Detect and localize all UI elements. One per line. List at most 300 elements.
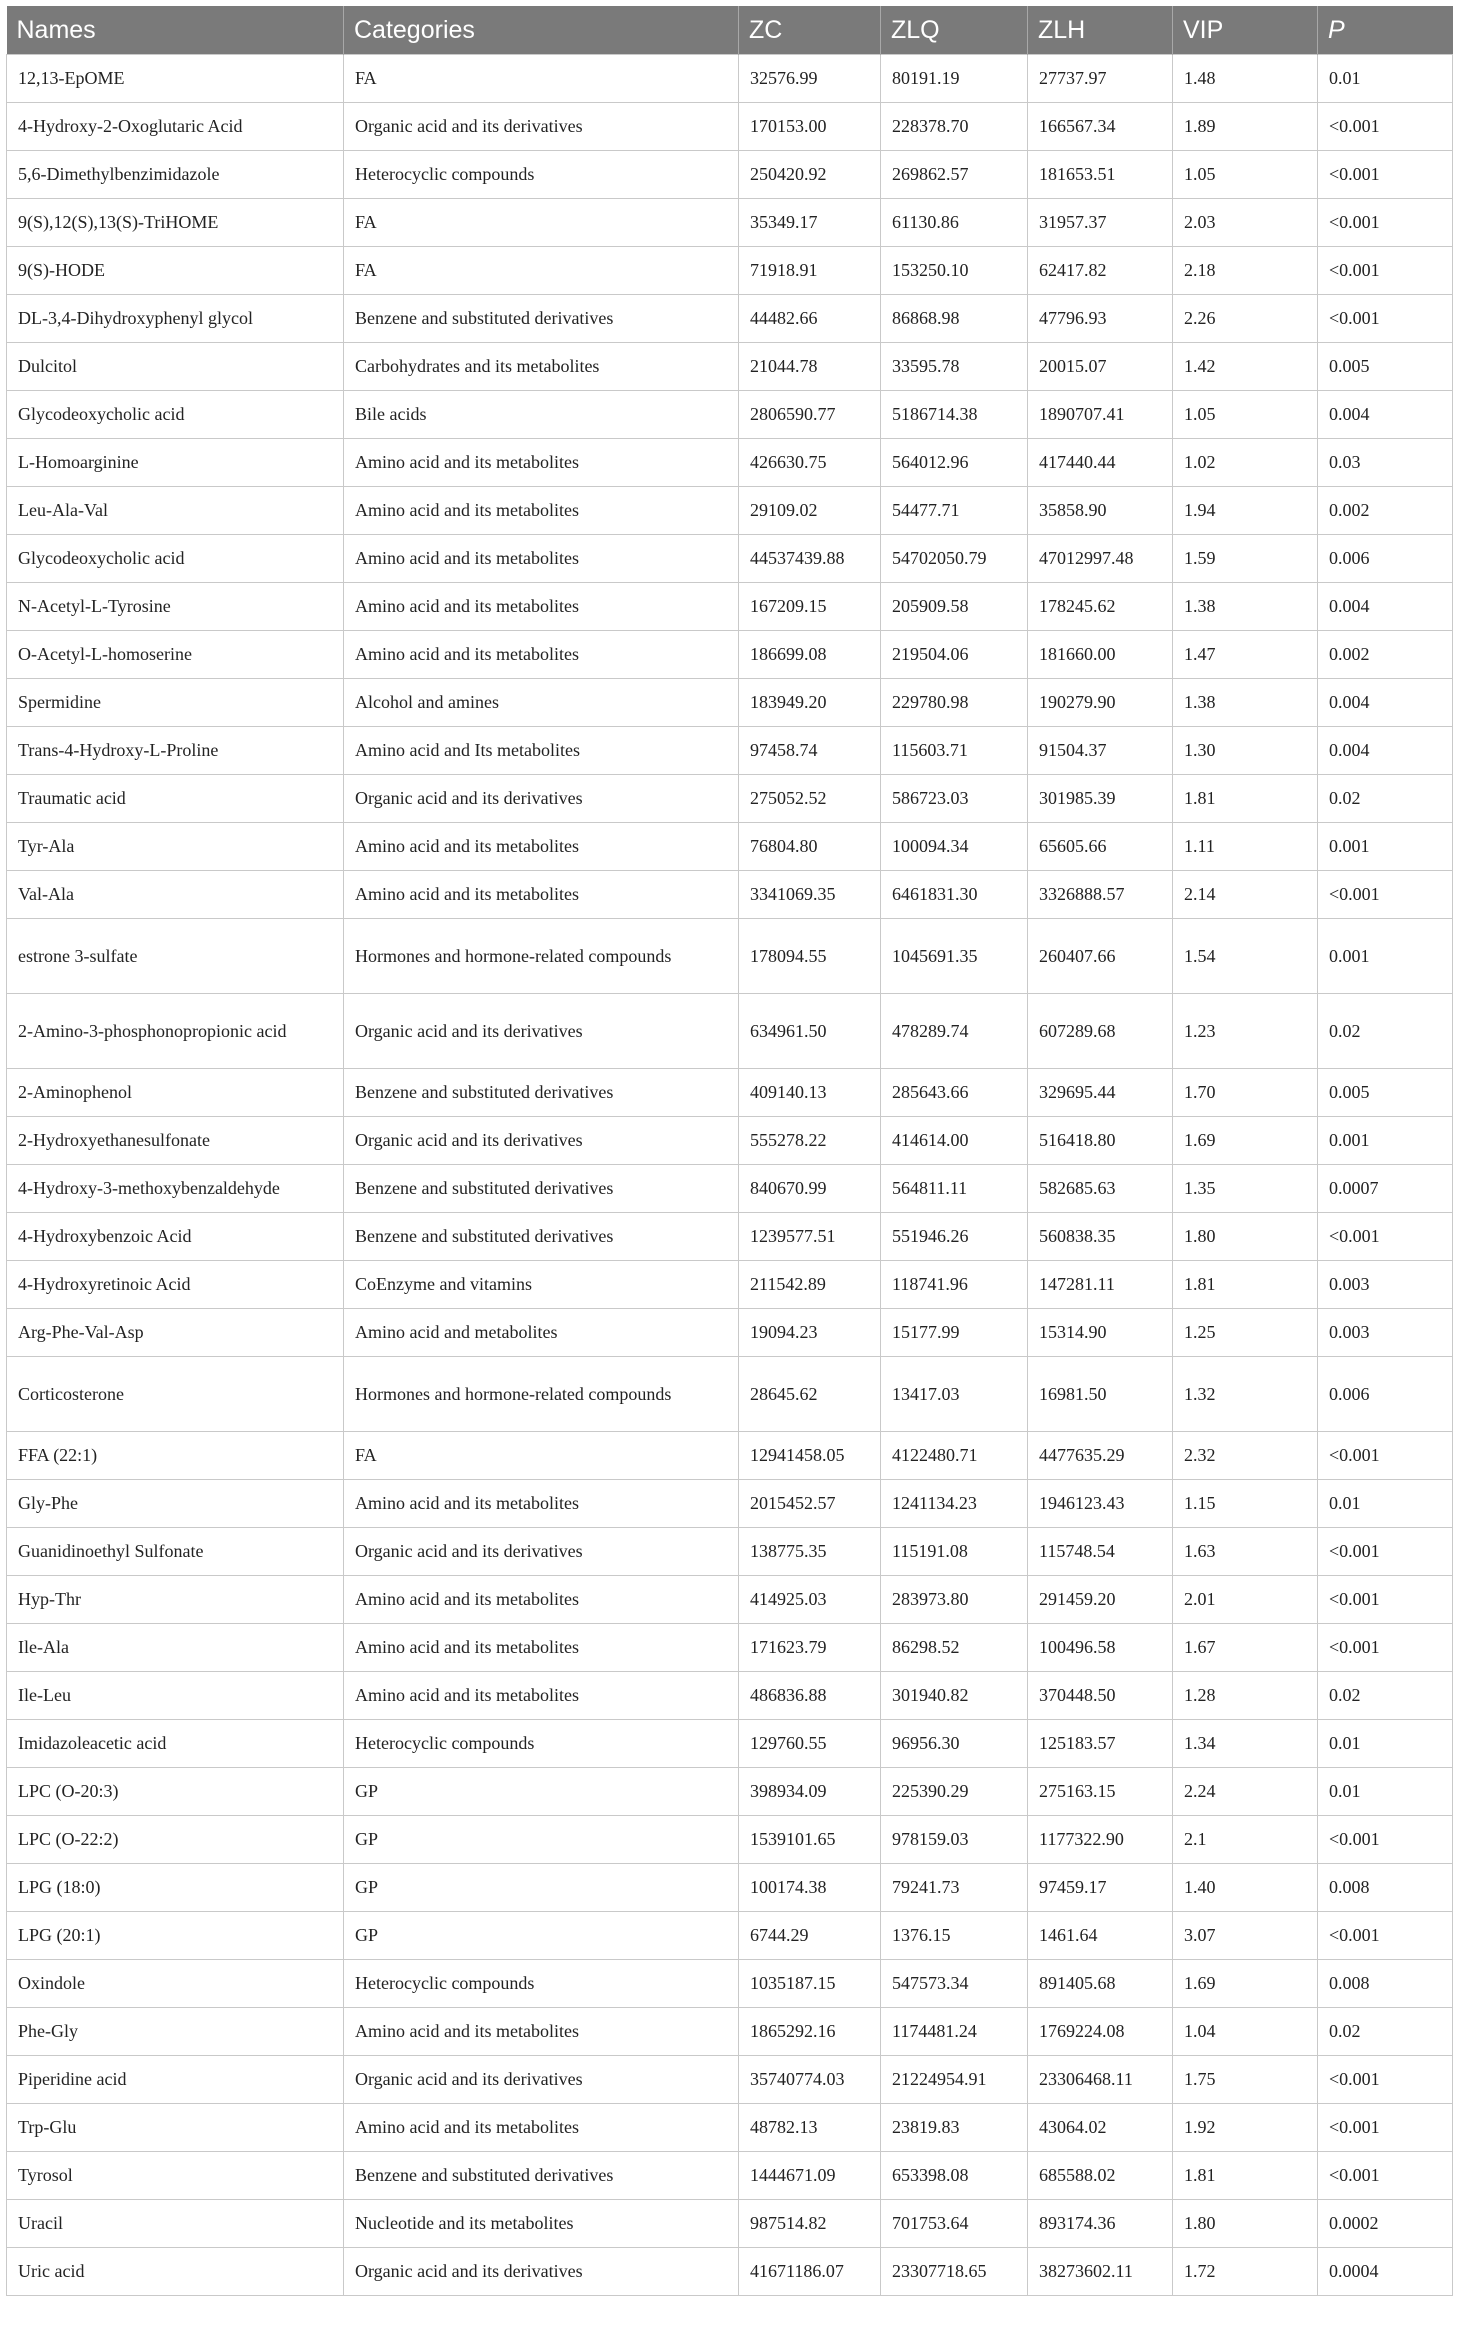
cell-zlq: 33595.78 [881, 343, 1028, 391]
cell-vip: 1.80 [1173, 1213, 1318, 1261]
cell-name: Traumatic acid [7, 775, 344, 823]
cell-zc: 12941458.05 [739, 1432, 881, 1480]
cell-zc: 28645.62 [739, 1357, 881, 1432]
cell-vip: 1.63 [1173, 1528, 1318, 1576]
cell-category: GP [344, 1816, 739, 1864]
cell-vip: 1.30 [1173, 727, 1318, 775]
cell-p-value: 0.006 [1318, 1357, 1453, 1432]
cell-p-value: <0.001 [1318, 295, 1453, 343]
cell-category: Benzene and substituted derivatives [344, 1213, 739, 1261]
cell-category: Amino acid and its metabolites [344, 487, 739, 535]
cell-zlh: 4477635.29 [1028, 1432, 1173, 1480]
cell-zlh: 23306468.11 [1028, 2056, 1173, 2104]
header-zc: ZC [739, 6, 881, 55]
cell-vip: 1.02 [1173, 439, 1318, 487]
cell-name: 12,13-EpOME [7, 55, 344, 103]
cell-p-value: <0.001 [1318, 1432, 1453, 1480]
cell-zc: 100174.38 [739, 1864, 881, 1912]
cell-zc: 414925.03 [739, 1576, 881, 1624]
cell-p-value: <0.001 [1318, 151, 1453, 199]
cell-zlh: 47796.93 [1028, 295, 1173, 343]
cell-vip: 1.05 [1173, 151, 1318, 199]
table-row [7, 823, 1453, 871]
cell-p-value: <0.001 [1318, 199, 1453, 247]
cell-category: Amino acid and its metabolites [344, 823, 739, 871]
cell-zlq: 269862.57 [881, 151, 1028, 199]
cell-p-value: 0.01 [1318, 55, 1453, 103]
cell-zlh: 891405.68 [1028, 1960, 1173, 2008]
cell-vip: 1.48 [1173, 55, 1318, 103]
cell-name: 5,6-Dimethylbenzimidazole [7, 151, 344, 199]
cell-zlh: 1890707.41 [1028, 391, 1173, 439]
cell-zlh: 62417.82 [1028, 247, 1173, 295]
cell-name: L-Homoarginine [7, 439, 344, 487]
cell-zlq: 564811.11 [881, 1165, 1028, 1213]
cell-name: Trans-4-Hydroxy-L-Proline [7, 727, 344, 775]
cell-category: Heterocyclic compounds [344, 1960, 739, 2008]
table-row [7, 1528, 1453, 1576]
cell-zc: 138775.35 [739, 1528, 881, 1576]
cell-vip: 1.94 [1173, 487, 1318, 535]
table-row [7, 1117, 1453, 1165]
cell-zlh: 893174.36 [1028, 2200, 1173, 2248]
cell-name: Imidazoleacetic acid [7, 1720, 344, 1768]
cell-zlq: 1174481.24 [881, 2008, 1028, 2056]
cell-name: 2-Hydroxyethanesulfonate [7, 1117, 344, 1165]
cell-zc: 2806590.77 [739, 391, 881, 439]
cell-category: Benzene and substituted derivatives [344, 2152, 739, 2200]
cell-zlh: 1946123.43 [1028, 1480, 1173, 1528]
cell-zc: 409140.13 [739, 1069, 881, 1117]
cell-zlh: 685588.02 [1028, 2152, 1173, 2200]
cell-zc: 1444671.09 [739, 2152, 881, 2200]
cell-name: 4-Hydroxy-3-methoxybenzaldehyde [7, 1165, 344, 1213]
cell-zlq: 228378.70 [881, 103, 1028, 151]
cell-name: Trp-Glu [7, 2104, 344, 2152]
cell-category: Nucleotide and its metabolites [344, 2200, 739, 2248]
table-row [7, 2056, 1453, 2104]
cell-category: Carbohydrates and its metabolites [344, 343, 739, 391]
cell-zlh: 91504.37 [1028, 727, 1173, 775]
cell-vip: 1.92 [1173, 2104, 1318, 2152]
table-row [7, 391, 1453, 439]
cell-zlh: 181660.00 [1028, 631, 1173, 679]
table-row [7, 1357, 1453, 1432]
cell-category: Bile acids [344, 391, 739, 439]
cell-zc: 44482.66 [739, 295, 881, 343]
cell-zlh: 100496.58 [1028, 1624, 1173, 1672]
cell-name: Tyrosol [7, 2152, 344, 2200]
cell-name: Tyr-Ala [7, 823, 344, 871]
cell-name: 9(S)-HODE [7, 247, 344, 295]
cell-p-value: <0.001 [1318, 2104, 1453, 2152]
table-row [7, 1165, 1453, 1213]
cell-zlh: 190279.90 [1028, 679, 1173, 727]
cell-zlq: 547573.34 [881, 1960, 1028, 2008]
cell-zc: 211542.89 [739, 1261, 881, 1309]
cell-p-value: 0.004 [1318, 583, 1453, 631]
cell-p-value: 0.02 [1318, 994, 1453, 1069]
cell-zlq: 23819.83 [881, 2104, 1028, 2152]
cell-zlq: 13417.03 [881, 1357, 1028, 1432]
cell-zlh: 15314.90 [1028, 1309, 1173, 1357]
cell-p-value: <0.001 [1318, 1816, 1453, 1864]
cell-name: Dulcitol [7, 343, 344, 391]
cell-zlh: 260407.66 [1028, 919, 1173, 994]
table-row [7, 1261, 1453, 1309]
cell-zlq: 285643.66 [881, 1069, 1028, 1117]
table-row [7, 439, 1453, 487]
cell-category: Amino acid and metabolites [344, 1309, 739, 1357]
cell-vip: 2.24 [1173, 1768, 1318, 1816]
cell-category: Amino acid and its metabolites [344, 871, 739, 919]
table-row [7, 151, 1453, 199]
cell-zlq: 80191.19 [881, 55, 1028, 103]
cell-zc: 186699.08 [739, 631, 881, 679]
cell-zlh: 35858.90 [1028, 487, 1173, 535]
cell-p-value: 0.001 [1318, 823, 1453, 871]
table-row [7, 343, 1453, 391]
cell-zc: 29109.02 [739, 487, 881, 535]
cell-zlh: 607289.68 [1028, 994, 1173, 1069]
cell-zlq: 478289.74 [881, 994, 1028, 1069]
cell-zlh: 97459.17 [1028, 1864, 1173, 1912]
table-row [7, 55, 1453, 103]
table-row [7, 1720, 1453, 1768]
cell-zlh: 47012997.48 [1028, 535, 1173, 583]
cell-category: GP [344, 1768, 739, 1816]
cell-zc: 1035187.15 [739, 1960, 881, 2008]
cell-category: Hormones and hormone-related compounds [344, 919, 739, 994]
cell-zlq: 586723.03 [881, 775, 1028, 823]
table-row [7, 295, 1453, 343]
cell-name: Arg-Phe-Val-Asp [7, 1309, 344, 1357]
cell-name: Spermidine [7, 679, 344, 727]
cell-vip: 1.32 [1173, 1357, 1318, 1432]
cell-p-value: 0.002 [1318, 631, 1453, 679]
table-row [7, 2248, 1453, 2296]
table-row [7, 535, 1453, 583]
cell-name: Uracil [7, 2200, 344, 2248]
table-row [7, 1864, 1453, 1912]
cell-p-value: 0.004 [1318, 679, 1453, 727]
cell-p-value: <0.001 [1318, 2056, 1453, 2104]
cell-p-value: 0.003 [1318, 1309, 1453, 1357]
cell-category: FA [344, 199, 739, 247]
cell-zlh: 115748.54 [1028, 1528, 1173, 1576]
header-p-value: P [1318, 6, 1453, 55]
cell-p-value: 0.006 [1318, 535, 1453, 583]
cell-zc: 41671186.07 [739, 2248, 881, 2296]
cell-zlh: 301985.39 [1028, 775, 1173, 823]
cell-p-value: <0.001 [1318, 871, 1453, 919]
cell-zlq: 4122480.71 [881, 1432, 1028, 1480]
table-row [7, 919, 1453, 994]
cell-category: Amino acid and its metabolites [344, 1624, 739, 1672]
cell-category: GP [344, 1912, 739, 1960]
cell-vip: 2.1 [1173, 1816, 1318, 1864]
cell-zc: 3341069.35 [739, 871, 881, 919]
table-row [7, 775, 1453, 823]
cell-name: Ile-Leu [7, 1672, 344, 1720]
cell-category: Amino acid and its metabolites [344, 2104, 739, 2152]
cell-category: FA [344, 55, 739, 103]
cell-zlq: 6461831.30 [881, 871, 1028, 919]
table-row [7, 247, 1453, 295]
cell-zlq: 86868.98 [881, 295, 1028, 343]
cell-zc: 987514.82 [739, 2200, 881, 2248]
cell-vip: 1.23 [1173, 994, 1318, 1069]
cell-zlh: 16981.50 [1028, 1357, 1173, 1432]
cell-category: FA [344, 247, 739, 295]
cell-zlq: 205909.58 [881, 583, 1028, 631]
cell-category: Benzene and substituted derivatives [344, 295, 739, 343]
cell-vip: 1.59 [1173, 535, 1318, 583]
cell-zlh: 1177322.90 [1028, 1816, 1173, 1864]
cell-name: 4-Hydroxyretinoic Acid [7, 1261, 344, 1309]
cell-zc: 486836.88 [739, 1672, 881, 1720]
cell-name: Leu-Ala-Val [7, 487, 344, 535]
cell-p-value: 0.003 [1318, 1261, 1453, 1309]
cell-zlh: 1769224.08 [1028, 2008, 1173, 2056]
cell-name: N-Acetyl-L-Tyrosine [7, 583, 344, 631]
cell-vip: 1.25 [1173, 1309, 1318, 1357]
cell-vip: 1.35 [1173, 1165, 1318, 1213]
cell-zc: 6744.29 [739, 1912, 881, 1960]
cell-category: Amino acid and its metabolites [344, 1480, 739, 1528]
cell-p-value: 0.0004 [1318, 2248, 1453, 2296]
cell-category: Heterocyclic compounds [344, 151, 739, 199]
cell-p-value: 0.01 [1318, 1768, 1453, 1816]
cell-zlq: 115603.71 [881, 727, 1028, 775]
cell-name: Uric acid [7, 2248, 344, 2296]
cell-zlq: 414614.00 [881, 1117, 1028, 1165]
table-row [7, 1213, 1453, 1261]
cell-category: Hormones and hormone-related compounds [344, 1357, 739, 1432]
cell-name: 9(S),12(S),13(S)-TriHOME [7, 199, 344, 247]
cell-vip: 1.69 [1173, 1960, 1318, 2008]
cell-p-value: 0.02 [1318, 2008, 1453, 2056]
cell-name: Corticosterone [7, 1357, 344, 1432]
table-row [7, 1576, 1453, 1624]
cell-vip: 1.15 [1173, 1480, 1318, 1528]
cell-p-value: 0.0002 [1318, 2200, 1453, 2248]
cell-category: GP [344, 1864, 739, 1912]
cell-zlh: 329695.44 [1028, 1069, 1173, 1117]
cell-category: FA [344, 1432, 739, 1480]
cell-zlq: 5186714.38 [881, 391, 1028, 439]
cell-vip: 1.80 [1173, 2200, 1318, 2248]
cell-zlq: 219504.06 [881, 631, 1028, 679]
cell-p-value: <0.001 [1318, 2152, 1453, 2200]
cell-zc: 426630.75 [739, 439, 881, 487]
cell-zlq: 1376.15 [881, 1912, 1028, 1960]
cell-zlh: 65605.66 [1028, 823, 1173, 871]
cell-zlh: 417440.44 [1028, 439, 1173, 487]
cell-vip: 1.89 [1173, 103, 1318, 151]
cell-p-value: 0.0007 [1318, 1165, 1453, 1213]
cell-zlq: 229780.98 [881, 679, 1028, 727]
cell-category: Amino acid and its metabolites [344, 2008, 739, 2056]
table-row [7, 1816, 1453, 1864]
cell-zc: 97458.74 [739, 727, 881, 775]
cell-vip: 1.11 [1173, 823, 1318, 871]
header-row [7, 6, 1453, 55]
metabolite-table [6, 6, 1453, 2296]
cell-p-value: 0.005 [1318, 343, 1453, 391]
cell-vip: 3.07 [1173, 1912, 1318, 1960]
cell-zc: 178094.55 [739, 919, 881, 994]
cell-category: Amino acid and its metabolites [344, 535, 739, 583]
cell-p-value: 0.008 [1318, 1864, 1453, 1912]
cell-p-value: <0.001 [1318, 1912, 1453, 1960]
cell-zlq: 283973.80 [881, 1576, 1028, 1624]
table-row [7, 1768, 1453, 1816]
cell-vip: 2.14 [1173, 871, 1318, 919]
cell-name: Val-Ala [7, 871, 344, 919]
cell-category: Amino acid and its metabolites [344, 583, 739, 631]
cell-category: Amino acid and its metabolites [344, 1576, 739, 1624]
cell-zc: 35740774.03 [739, 2056, 881, 2104]
cell-zc: 71918.91 [739, 247, 881, 295]
cell-name: LPC (O-22:2) [7, 1816, 344, 1864]
table-row [7, 199, 1453, 247]
cell-name: 2-Aminophenol [7, 1069, 344, 1117]
cell-zc: 1239577.51 [739, 1213, 881, 1261]
cell-zc: 48782.13 [739, 2104, 881, 2152]
cell-category: Organic acid and its derivatives [344, 103, 739, 151]
cell-vip: 1.81 [1173, 1261, 1318, 1309]
cell-zlh: 31957.37 [1028, 199, 1173, 247]
table-row [7, 1960, 1453, 2008]
table-row [7, 871, 1453, 919]
cell-zlq: 115191.08 [881, 1528, 1028, 1576]
cell-name: Oxindole [7, 1960, 344, 2008]
cell-vip: 1.81 [1173, 775, 1318, 823]
cell-p-value: <0.001 [1318, 247, 1453, 295]
cell-p-value: 0.004 [1318, 727, 1453, 775]
cell-zlh: 27737.97 [1028, 55, 1173, 103]
cell-vip: 1.42 [1173, 343, 1318, 391]
cell-name: DL-3,4-Dihydroxyphenyl glycol [7, 295, 344, 343]
cell-name: Ile-Ala [7, 1624, 344, 1672]
cell-category: Organic acid and its derivatives [344, 994, 739, 1069]
cell-zlh: 178245.62 [1028, 583, 1173, 631]
cell-zlq: 23307718.65 [881, 2248, 1028, 2296]
cell-name: LPG (18:0) [7, 1864, 344, 1912]
cell-zlh: 166567.34 [1028, 103, 1173, 151]
cell-zlq: 1045691.35 [881, 919, 1028, 994]
cell-zlq: 653398.08 [881, 2152, 1028, 2200]
cell-category: CoEnzyme and vitamins [344, 1261, 739, 1309]
cell-name: O-Acetyl-L-homoserine [7, 631, 344, 679]
cell-zc: 19094.23 [739, 1309, 881, 1357]
cell-zlq: 564012.96 [881, 439, 1028, 487]
cell-p-value: <0.001 [1318, 1213, 1453, 1261]
cell-zc: 250420.92 [739, 151, 881, 199]
cell-name: Glycodeoxycholic acid [7, 391, 344, 439]
cell-name: LPC (O-20:3) [7, 1768, 344, 1816]
cell-zlq: 551946.26 [881, 1213, 1028, 1261]
cell-p-value: <0.001 [1318, 1528, 1453, 1576]
cell-category: Amino acid and its metabolites [344, 439, 739, 487]
cell-zc: 840670.99 [739, 1165, 881, 1213]
cell-category: Organic acid and its derivatives [344, 2056, 739, 2104]
cell-category: Alcohol and amines [344, 679, 739, 727]
cell-zlh: 3326888.57 [1028, 871, 1173, 919]
cell-category: Organic acid and its derivatives [344, 2248, 739, 2296]
cell-zc: 167209.15 [739, 583, 881, 631]
cell-zlq: 301940.82 [881, 1672, 1028, 1720]
cell-category: Amino acid and its metabolites [344, 631, 739, 679]
cell-p-value: 0.008 [1318, 1960, 1453, 2008]
cell-zlh: 560838.35 [1028, 1213, 1173, 1261]
cell-zc: 183949.20 [739, 679, 881, 727]
table-row [7, 1912, 1453, 1960]
cell-category: Amino acid and Its metabolites [344, 727, 739, 775]
cell-zlq: 701753.64 [881, 2200, 1028, 2248]
cell-name: estrone 3-sulfate [7, 919, 344, 994]
table-row [7, 2104, 1453, 2152]
table-row [7, 583, 1453, 631]
cell-zc: 555278.22 [739, 1117, 881, 1165]
cell-zlh: 582685.63 [1028, 1165, 1173, 1213]
cell-p-value: 0.004 [1318, 391, 1453, 439]
cell-zlq: 86298.52 [881, 1624, 1028, 1672]
cell-vip: 2.32 [1173, 1432, 1318, 1480]
cell-vip: 1.38 [1173, 679, 1318, 727]
cell-vip: 1.72 [1173, 2248, 1318, 2296]
cell-vip: 1.67 [1173, 1624, 1318, 1672]
cell-zlq: 118741.96 [881, 1261, 1028, 1309]
cell-name: 2-Amino-3-phosphonopropionic acid [7, 994, 344, 1069]
header-zlh: ZLH [1028, 6, 1173, 55]
cell-zlq: 79241.73 [881, 1864, 1028, 1912]
cell-zlq: 61130.86 [881, 199, 1028, 247]
header-categories: Categories [344, 6, 739, 55]
cell-category: Benzene and substituted derivatives [344, 1165, 739, 1213]
table-row [7, 631, 1453, 679]
cell-vip: 1.54 [1173, 919, 1318, 994]
table-body [7, 55, 1453, 2296]
cell-p-value: 0.02 [1318, 1672, 1453, 1720]
cell-zc: 35349.17 [739, 199, 881, 247]
cell-vip: 1.38 [1173, 583, 1318, 631]
cell-p-value: <0.001 [1318, 103, 1453, 151]
cell-zc: 275052.52 [739, 775, 881, 823]
cell-category: Organic acid and its derivatives [344, 1528, 739, 1576]
table-row [7, 487, 1453, 535]
cell-p-value: 0.01 [1318, 1720, 1453, 1768]
cell-zlq: 153250.10 [881, 247, 1028, 295]
cell-name: Glycodeoxycholic acid [7, 535, 344, 583]
cell-zlh: 125183.57 [1028, 1720, 1173, 1768]
cell-name: 4-Hydroxybenzoic Acid [7, 1213, 344, 1261]
cell-p-value: <0.001 [1318, 1576, 1453, 1624]
cell-zlh: 370448.50 [1028, 1672, 1173, 1720]
cell-zlh: 20015.07 [1028, 343, 1173, 391]
cell-zlq: 21224954.91 [881, 2056, 1028, 2104]
cell-category: Benzene and substituted derivatives [344, 1069, 739, 1117]
cell-zlh: 147281.11 [1028, 1261, 1173, 1309]
cell-zlh: 181653.51 [1028, 151, 1173, 199]
cell-vip: 2.18 [1173, 247, 1318, 295]
cell-zc: 129760.55 [739, 1720, 881, 1768]
cell-p-value: 0.01 [1318, 1480, 1453, 1528]
table-row [7, 1480, 1453, 1528]
cell-vip: 1.47 [1173, 631, 1318, 679]
cell-zc: 76804.80 [739, 823, 881, 871]
